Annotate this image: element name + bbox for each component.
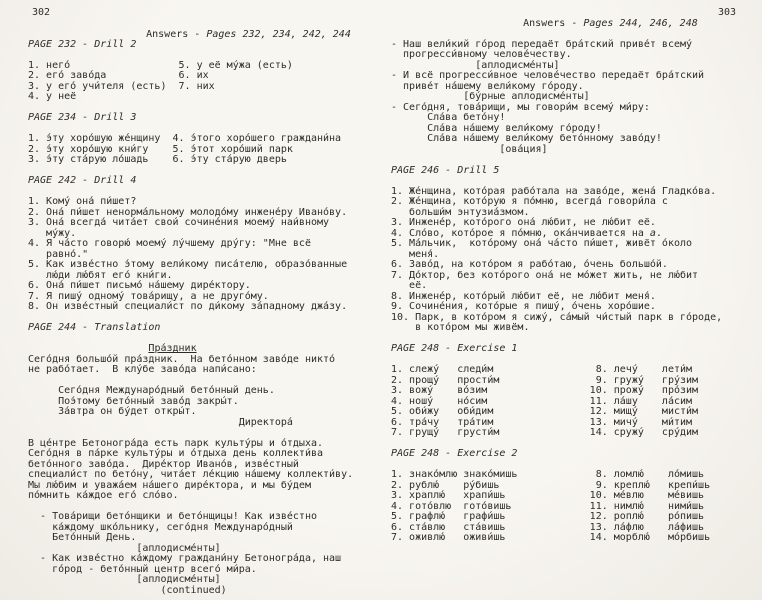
text-line: 3. Она́ всегда́ чита́ет свои́ сочине́ния моему́ наи́вному [28,217,330,228]
text-line: 3. храплю́ храпи́шь 10. ме́влю ме́вишь [391,490,705,501]
text-line: PAGE 244 - Translation [28,322,161,333]
text-line: 2. рублю́ ру́бишь 9. креплю́ крепи́шь [391,479,711,491]
text-line: бето́нного заво́да. Дире́ктор Ивано́в, изве́стный [28,458,299,470]
text-line: PAGE 232 - Drill 2 [28,38,137,50]
text-line: 7. До́ктор, без кото́рого она́ не мо́жет жить, не лю́бит [391,269,699,281]
text-line: Сла́ва бето́ну! [391,112,506,123]
text-line: 6. тра́чу тра́тим 13. мичу́ ми́тим [391,416,693,428]
running-head-prefix: Answers - [146,29,207,40]
text-line: Сла́ва на́шему вели́кому го́роду! [391,122,602,134]
text-line: 1. Же́нщина, кото́рая рабо́тала на заво́де, жена́ Гладко́ва. [391,185,717,197]
text-line: 4. гото́влю гото́вишь 11. нимлю́ ними́шь [391,500,705,512]
text-line: её. [391,280,428,291]
right-page [381,0,762,600]
right-running-head [523,18,698,29]
text-line: - Наш вели́кий го́род передаёт бра́тский приве́т всему́ [391,38,693,50]
running-head-pages: Pages 232, 234, 242, 244 [206,29,351,40]
text-line: 2. э́ту хоро́шую кни́гу 5. э́тот хоро́ший парк [28,143,293,155]
text-line: [аплодисме́нты] [391,59,560,71]
text-line: [бу́рные аплодисме́нты] [391,91,590,102]
left-page-number: 302 [32,7,51,18]
text-line: 1. э́ту хоро́шую же́нщину 4. э́того хоро́шего граждани́на [28,133,342,144]
text-line: приве́т на́шему вели́кому го́роду. [391,80,584,92]
text-line: 3. у его́ учи́теля (есть) 7. них [28,80,215,92]
left-page-header [28,7,377,40]
text-line: Сего́дня в па́рке культу́ры и о́тдыха день коллекти́ва [28,448,324,459]
text-line: 2. Же́нщина, кото́рую я по́мню, всегда́ говори́ла с [391,196,668,207]
text-line: 2. Она́ пи́шет ненорма́льному молодо́му инжене́ру Ивано́ву. [28,206,348,218]
text-line: специали́ст по бето́ну, чита́ет ле́кцию на́шему коллекти́ву. [28,469,354,480]
text-line: 7. оживлю́ оживи́шь 14. морблю́ мо́рбишь [391,532,711,543]
text-line: 4. у неё [28,91,179,102]
left-running-head [146,29,351,40]
text-line: 6. ста́влю ста́вишь 13. ла́флю ла́фишь [391,521,705,533]
text-line: му́жу. [28,227,77,239]
running-head-pages: Pages 244, 246, 248 [583,18,698,29]
right-page-body [391,29,760,544]
text-line: (continued) [28,584,227,596]
text-line: 6. Заво́д, на кото́ром я рабо́таю, о́чень большо́й. [391,259,668,270]
text-line: 6. Она́ пи́шет письмо́ на́шему дире́ктору. [28,280,251,291]
text-line: 5. оби́жу оби́дим 12. мищу́ мисти́м [391,406,699,417]
text-line: 2. прощу́ прости́м 9. гружу́ гру́зим [391,374,699,386]
text-line: 8. Он изве́стный специали́ст по ди́кому за́падному джа́зу. [28,301,348,312]
text-line: Поэ́тому бето́нный заво́д закры́т. [28,395,239,407]
text-line: 9. Сочине́ния, кото́рые я пишу́, о́чень хоро́шие. [391,301,656,312]
text-line: PAGE 248 - Exercise 2 [391,448,518,459]
text-line: по́мнить ка́ждое его́ сло́во. [28,490,179,501]
text-line: 7. грущу́ грусти́м 14. сружу́ сру́дим [391,427,699,438]
text-line: Сего́дня Междунаро́дный бето́нный день. [28,385,275,396]
text-line: не рабо́тает. В клу́бе заво́да напи́сано: [28,364,257,375]
text-line: 4. Сло́во, кото́рое я по́мню, ока́нчивается на a. [391,227,662,239]
text-line: го́род - бето́нный центр всего́ ми́ра. [28,563,257,575]
text-line: больши́м энтузиа́змом. [391,206,530,218]
text-line: В це́нтре Бетоногра́да есть парк культу́ры и о́тдыха. [28,437,324,449]
text-line: 5. Как изве́стно э́тому вели́кому писа́телю, образо́ванные [28,259,348,270]
text-line: За́втра он бу́дет откры́т. [28,406,197,417]
text-line: - Сего́дня, това́рищи, мы говори́м всему́ ми́ру: [391,101,650,113]
text-line: 2. его́ заво́да 6. их [28,70,209,81]
text-line: 5. Ма́льчик, кото́рому она́ ча́сто пи́шет, живёт о́коло [391,238,693,249]
left-page-body [28,29,377,596]
text-line: 3. вожу́ во́зим 10. прожу́ про́зим [391,385,699,396]
text-line: Сла́ва на́шему вели́кому бето́нному заво́ду! [391,133,662,144]
text-line: Сего́дня большо́й пра́здник. На бето́нном заво́де никто́ [28,353,336,365]
right-page-header [391,7,760,29]
text-line: 5. графлю́ графи́шь 12. роплю́ ро́пишь [391,511,705,522]
text-line: 3. Инжене́р, кото́рого она́ лю́бит, не лю́бит её. [391,217,656,228]
text-line: 1. знако́млю знако́мишь 8. ломлю́ ло́мишь [391,469,705,480]
text-line: PAGE 248 - Exercise 1 [391,343,518,354]
text-line: 4. ношу́ но́сим 11. ла́шу ла́сим [391,395,693,407]
text-line: прогресси́вному челове́честву. [391,49,572,60]
text-line: 3. э́ту ста́рую ло́шадь 6. э́ту ста́рую дверь [28,154,287,165]
text-line: Мы лю́бим и уважа́ем на́шего дире́ктора, и мы бу́дем [28,479,311,491]
text-line: 1. Кому́ она́ пи́шет? [28,196,137,207]
text-line: PAGE 246 - Drill 5 [391,164,500,176]
text-line: 1. него́ 5. у её му́жа (есть) [28,59,293,71]
text-line: в кото́ром мы живём. [391,322,530,333]
text-line: - И всё прогресси́вное челове́чество передаёт бра́тский [391,70,705,81]
text-line: ка́ждому шко́льнику, сего́дня Междунаро́дный [28,521,293,533]
text-line: [аплодисме́нты] [28,542,221,554]
text-line: PAGE 242 - Drill 4 [28,175,137,186]
text-line: Бето́нный День. [28,532,137,543]
text-line: Директора́ [28,416,293,428]
right-page-number: 303 [717,7,736,18]
text-line: 8. Инжене́р, кото́рый лю́бит её, не лю́бит меня́. [391,290,656,302]
text-line: - Това́рищи бето́нщики и бето́нщицы! Как изве́стно [28,511,317,522]
text-line: - Как изве́стно ка́ждому граждани́ну Бетоногра́да, наш [28,553,342,564]
text-line: [аплодисме́нты] [28,574,221,585]
text-line: лю́ди лю́бят его́ кни́ги. [28,269,173,281]
text-line: PAGE 234 - Drill 3 [28,112,137,123]
text-line: 7. Я пишу́ одному́ това́рищу, а не друго́му. [28,290,269,302]
text-line: Пра́здник [148,343,197,354]
text-line: 10. Парк, в кото́ром я сижу́, са́мый чи́стый парк в го́роде, [391,311,723,323]
text-line: равно́." [28,248,89,260]
text-line: 4. Я ча́сто говорю́ моему́ лу́чшему дру́гу: "Мне всё [28,238,311,249]
text-line: [ова́ция] [391,143,548,155]
text-line: 1. слежу́ следи́м 8. лечу́ лети́м [391,364,693,375]
running-head-prefix: Answers - [523,18,584,29]
text-line: меня́. [391,248,440,260]
